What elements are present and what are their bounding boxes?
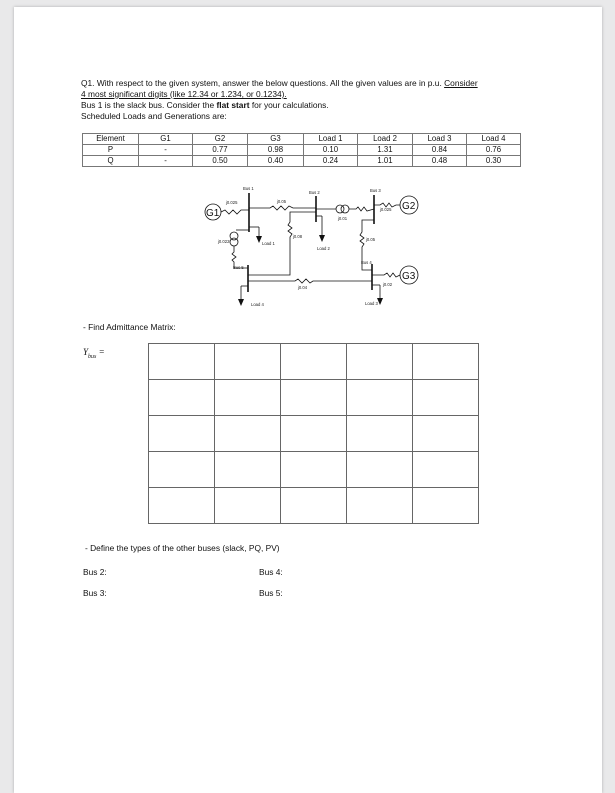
load-2-arrow	[319, 235, 325, 242]
matrix-row	[149, 380, 479, 416]
header-cell: G1	[139, 134, 193, 145]
g2-label: G2	[402, 201, 416, 212]
g3-impedance-line	[372, 273, 400, 277]
header-cell: Load 1	[304, 134, 358, 145]
bus-5-label: Bus 5	[233, 265, 244, 270]
matrix-cell[interactable]	[149, 380, 215, 416]
table-cell: -	[139, 156, 193, 167]
transformer-15-winding-2	[230, 238, 238, 246]
matrix-cell[interactable]	[149, 344, 215, 380]
matrix-cell[interactable]	[413, 344, 479, 380]
question-line-3: Bus 1 is the slack bus. Consider the flat start for your calculations.	[81, 100, 329, 110]
bus-3-label: Bus 3	[370, 188, 381, 193]
matrix-cell[interactable]	[413, 452, 479, 488]
header-cell: G3	[248, 134, 304, 145]
load-4-label: Load 4	[251, 302, 264, 307]
matrix-cell[interactable]	[347, 344, 413, 380]
z-34-label: j0.05	[366, 237, 376, 242]
bus-5-type-label: Bus 5:	[259, 588, 283, 598]
table-cell: 0.10	[304, 145, 358, 156]
bus-types-heading: - Define the types of the other buses (slack, PQ, PV)	[85, 543, 280, 553]
table-cell: 0.77	[193, 145, 248, 156]
load-4-arrow	[238, 299, 244, 306]
table-cell: 0.98	[248, 145, 304, 156]
g1-impedance-line	[221, 210, 249, 214]
table-cell: 0.48	[413, 156, 467, 167]
question-line-1: Q1. With respect to the given system, answer the below questions. All the given values are in p.u. Consider	[81, 78, 478, 88]
matrix-cell[interactable]	[149, 452, 215, 488]
table-cell: -	[139, 145, 193, 156]
header-cell: Load 3	[413, 134, 467, 145]
header-cell: Load 2	[358, 134, 413, 145]
table-cell: 0.84	[413, 145, 467, 156]
matrix-row	[149, 344, 479, 380]
line-1-2	[249, 206, 316, 210]
z-12-label: j0.05	[277, 199, 287, 204]
header-cell: Load 4	[467, 134, 521, 145]
bus-2-label: Bus 2	[309, 190, 320, 195]
matrix-cell[interactable]	[281, 344, 347, 380]
matrix-cell[interactable]	[215, 344, 281, 380]
transformer-winding-2	[341, 205, 349, 213]
bus-4-label: Bus 4	[361, 260, 372, 265]
matrix-row	[149, 488, 479, 524]
table-cell: 1.31	[358, 145, 413, 156]
matrix-cell[interactable]	[149, 488, 215, 524]
load-3-arrow	[377, 298, 383, 305]
bus-1-label: Bus 1	[243, 186, 254, 191]
line-4-5	[248, 279, 372, 283]
table-cell: P	[83, 145, 139, 156]
transformer-winding-1	[336, 205, 344, 213]
matrix-row	[149, 452, 479, 488]
matrix-cell[interactable]	[347, 416, 413, 452]
matrix-cell[interactable]	[215, 452, 281, 488]
admittance-heading: - Find Admittance Matrix:	[83, 322, 176, 332]
header-cell: G2	[193, 134, 248, 145]
load-1-label: Load 1	[262, 241, 275, 246]
z-g1-label: j0.025	[226, 200, 238, 205]
bus-2-type-label: Bus 2:	[83, 567, 107, 577]
z-g3-label: j0.02	[383, 282, 393, 287]
matrix-cell[interactable]	[215, 416, 281, 452]
matrix-row	[149, 416, 479, 452]
z-g2-label: j0.025	[380, 207, 392, 212]
table-cell: Q	[83, 156, 139, 167]
line-transformer-3	[349, 207, 374, 211]
matrix-cell[interactable]	[347, 380, 413, 416]
table-cell: 0.50	[193, 156, 248, 167]
table-cell: 0.24	[304, 156, 358, 167]
table-cell: 1.01	[358, 156, 413, 167]
line-2-5	[248, 212, 316, 275]
table-cell: 0.30	[467, 156, 521, 167]
ybus-matrix-grid	[148, 343, 479, 524]
g3-label: G3	[402, 271, 416, 282]
question-line-4: Scheduled Loads and Generations are:	[81, 111, 227, 121]
matrix-cell[interactable]	[281, 416, 347, 452]
matrix-cell[interactable]	[215, 488, 281, 524]
z-tr23-label: j0.01	[338, 216, 348, 221]
header-cell: Element	[83, 134, 139, 145]
matrix-cell[interactable]	[413, 488, 479, 524]
z-15-label: j0.022	[218, 239, 230, 244]
z-25-label: j0.08	[293, 234, 303, 239]
matrix-cell[interactable]	[281, 488, 347, 524]
question-line-2: 4 most significant digits (like 12.34 or 1.234, or 0.1234).	[81, 89, 287, 99]
g1-label: G1	[206, 208, 220, 219]
matrix-cell[interactable]	[347, 452, 413, 488]
matrix-cell[interactable]	[281, 452, 347, 488]
z-45-label: j0.04	[298, 285, 308, 290]
bus-3-type-label: Bus 3:	[83, 588, 107, 598]
bus-4-type-label: Bus 4:	[259, 567, 283, 577]
matrix-cell[interactable]	[413, 416, 479, 452]
matrix-cell[interactable]	[149, 416, 215, 452]
matrix-cell[interactable]	[347, 488, 413, 524]
matrix-cell[interactable]	[413, 380, 479, 416]
load-2-label: Load 2	[317, 246, 330, 251]
matrix-cell[interactable]	[215, 380, 281, 416]
ybus-label: $Y_{bus}$ =	[83, 347, 105, 360]
table-cell: 0.40	[248, 156, 304, 167]
load-3-label: Load 3	[365, 301, 378, 306]
matrix-cell[interactable]	[281, 380, 347, 416]
table-cell: 0.76	[467, 145, 521, 156]
